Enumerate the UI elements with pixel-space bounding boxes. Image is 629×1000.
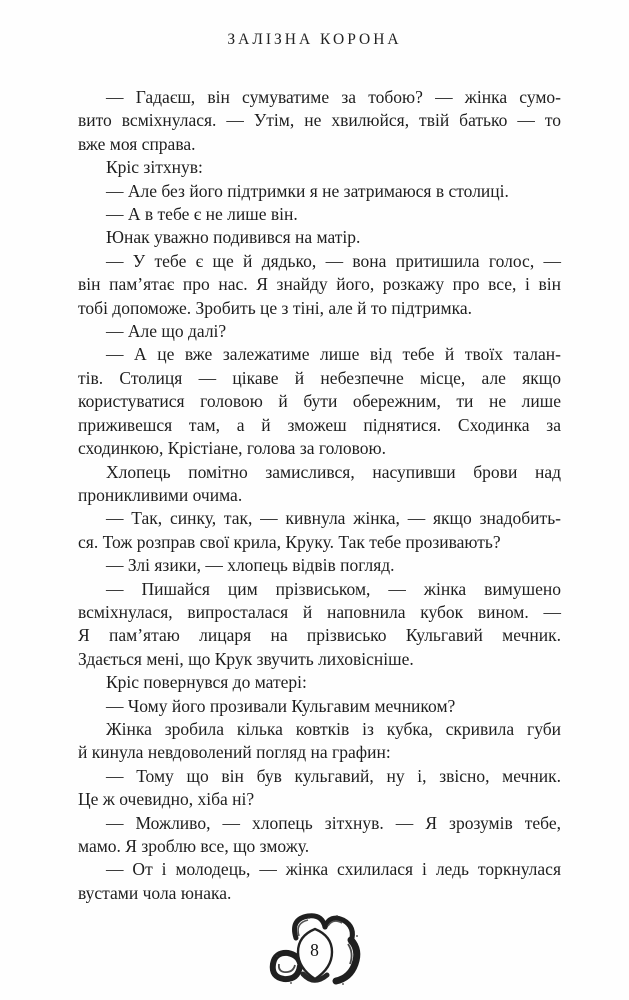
text-line: Я пам’ятаю лицаря на прізвисько Кульгавий мечник. — [78, 625, 561, 646]
text-line: всміхнулася, випросталася й наповнила кубок вином. — — [78, 601, 561, 622]
text-line: тів. Столиця — цікаве й небезпечне місце, але якщо — [78, 367, 561, 388]
text-line: — Тому що він був кульгавий, ну і, звісно, мечник. — [106, 765, 561, 786]
text-line: — А це вже залежатиме лише від тебе й твоїх талан- — [106, 344, 561, 365]
paragraph — [78, 858, 561, 905]
paragraph — [78, 226, 561, 249]
text-line: — Гадаєш, він сумуватиме за тобою? — жінка сумо- — [106, 87, 561, 107]
paragraph — [78, 180, 561, 203]
text-line: Хлопець помітно замислився, насупивши брови над — [106, 461, 561, 482]
text-line: — У тебе є ще й дядько, — вона притишила голос, — — [106, 250, 561, 271]
text-line: приживешся там, а й зможеш піднятися. Сходинка за — [78, 414, 561, 435]
text-line: Юнак уважно подивився на матір. — [106, 227, 361, 248]
paragraph — [78, 718, 561, 765]
page-footer — [0, 906, 629, 990]
text-line: мамо. Я зроблю все, що зможу. — [78, 836, 310, 856]
paragraph — [78, 203, 561, 226]
text-line: Це ж очевидно, хіба ні? — [78, 789, 255, 810]
text-line: й кинула невдоволений погляд на графин: — [78, 742, 391, 763]
text-line: тобі допоможе. Зробить це з тіні, але й то підтримка. — [78, 297, 472, 318]
paragraph — [78, 578, 561, 672]
text-line: сходинкою, Крістіане, голова за головою. — [78, 438, 386, 459]
page-number: 8 — [310, 940, 319, 960]
text-line: — Так, синку, так, — кивнула жінка, — якщо знадобить- — [106, 508, 561, 529]
paragraph — [78, 461, 561, 508]
paragraph — [78, 695, 561, 718]
ornament-wrap — [265, 906, 365, 990]
text-line: проникливими очима. — [78, 484, 243, 505]
text-line: користуватися головою й бути обережним, ти не лише — [78, 391, 561, 412]
paragraph — [78, 86, 561, 156]
paragraph — [78, 765, 561, 812]
paragraph — [78, 343, 561, 460]
chapter-title: ЗАЛІЗНА КОРОНА — [227, 31, 402, 48]
text-line: — А в тебе є не лише він. — [106, 204, 298, 225]
paragraph — [78, 320, 561, 343]
text-line: Кріс зітхнув: — [106, 157, 203, 178]
paragraph — [78, 250, 561, 320]
text-line: — Злі язики, — хлопець відвів погляд. — [106, 555, 395, 576]
paragraph — [78, 156, 561, 179]
text-line: Здається мені, що Крук звучить лиховісніше. — [78, 648, 414, 669]
text-line: — Але без його підтримки я не затримаюся в столиці. — [106, 180, 509, 201]
text-line: Кріс повернувся до матері: — [106, 672, 307, 693]
text-line: — От і молодець, — жінка схилилася і ледь торкнулася — [106, 859, 561, 880]
text-line: — Можливо, — хлопець зітхнув. — Я зрозумів тебе, — [106, 812, 561, 833]
text-line: вже моя справа. — [78, 133, 196, 154]
text-line: вито всміхнулася. — Утім, не хвилюйся, твій батько — то — [78, 110, 561, 131]
text-line: — Пишайся цим прізвиськом, — жінка вимушено — [106, 578, 561, 599]
text-line: Жінка зробила кілька ковтків із кубка, скривила губи — [106, 718, 561, 739]
paragraph — [78, 671, 561, 694]
paragraph — [78, 554, 561, 577]
text-line: вустами чола юнака. — [78, 882, 232, 903]
paragraph — [78, 812, 561, 859]
text-line: — Але що далі? — [106, 321, 227, 342]
text-line: ся. Тож розправ свої крила, Круку. Так тебе прозивають? — [78, 531, 501, 552]
paragraph — [78, 507, 561, 554]
text-block — [78, 86, 561, 905]
text-line: він пам’ятає про нас. Я знайду його, розкажу про все, і він — [78, 274, 561, 295]
text-line: — Чому його прозивали Кульгавим мечником? — [106, 695, 456, 716]
